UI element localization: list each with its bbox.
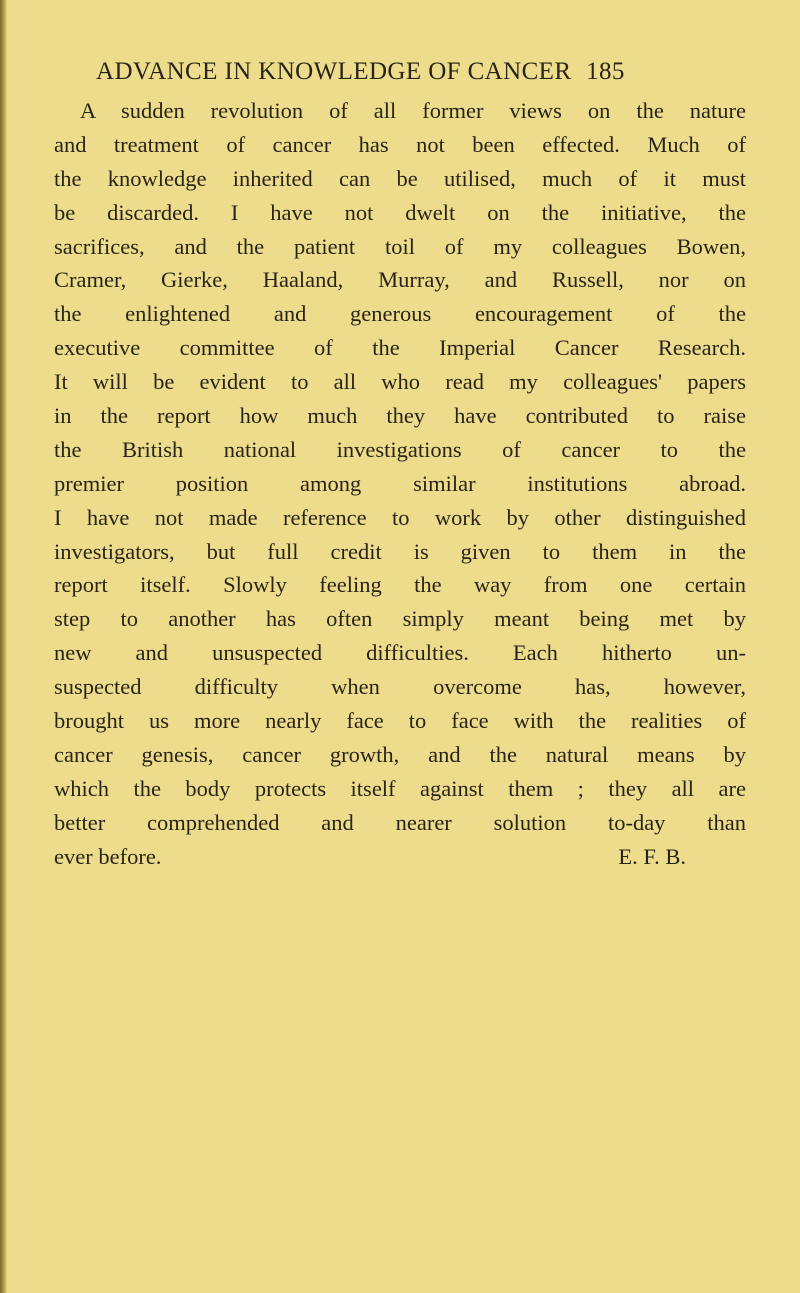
text-line: the knowledge inherited can be utilised, much of it must	[54, 165, 746, 191]
text-line: executive committee of the Imperial Cancer Research.	[54, 335, 746, 361]
text-line: which the body protects itself against them ; they all are	[54, 775, 746, 801]
text-line: premier position among similar institutions abroad.	[54, 470, 746, 496]
text-line: and treatment of cancer has not been effected. Much of	[54, 131, 746, 157]
author-initials: E. F. B.	[618, 843, 686, 869]
header-title: ADVANCE IN KNOWLEDGE OF CANCER	[96, 58, 572, 85]
text-line: Cramer, Gierke, Haaland, Murray, and Russell, nor on	[54, 267, 746, 293]
text-line: the British national investigations of cancer to the	[54, 436, 746, 462]
text-line: It will be evident to all who read my colleagues' papers	[54, 369, 746, 395]
text-line: the enlightened and generous encouragement of the	[54, 301, 746, 327]
body-text	[54, 94, 746, 873]
text-line: be discarded. I have not dwelt on the initiative, the	[54, 199, 746, 225]
book-spine-edge	[0, 0, 7, 1293]
text-line: report itself. Slowly feeling the way from one certain	[54, 572, 746, 598]
text-line: better comprehended and nearer solution to-day than	[54, 809, 746, 835]
text-line: step to another has often simply meant being met by	[54, 606, 746, 632]
text-line: suspected difficulty when overcome has, however,	[54, 674, 746, 700]
text-line: new and unsuspected difficulties. Each hitherto un-	[54, 640, 746, 666]
text-line: A sudden revolution of all former views on the nature	[80, 98, 746, 123]
text-line-final	[54, 840, 746, 874]
text-line: I have not made reference to work by other distinguished	[54, 504, 746, 530]
text-line: sacrifices, and the patient toil of my colleagues Bowen,	[54, 233, 746, 259]
text-line: in the report how much they have contributed to raise	[54, 403, 746, 429]
running-header	[96, 58, 696, 86]
closing-text: ever before.	[54, 843, 162, 869]
text-line: cancer genesis, cancer growth, and the natural means by	[54, 741, 746, 767]
text-line: investigators, but full credit is given to them in the	[54, 538, 746, 564]
page-number: 185	[586, 58, 625, 85]
text-line: brought us more nearly face to face with the realities of	[54, 708, 746, 734]
